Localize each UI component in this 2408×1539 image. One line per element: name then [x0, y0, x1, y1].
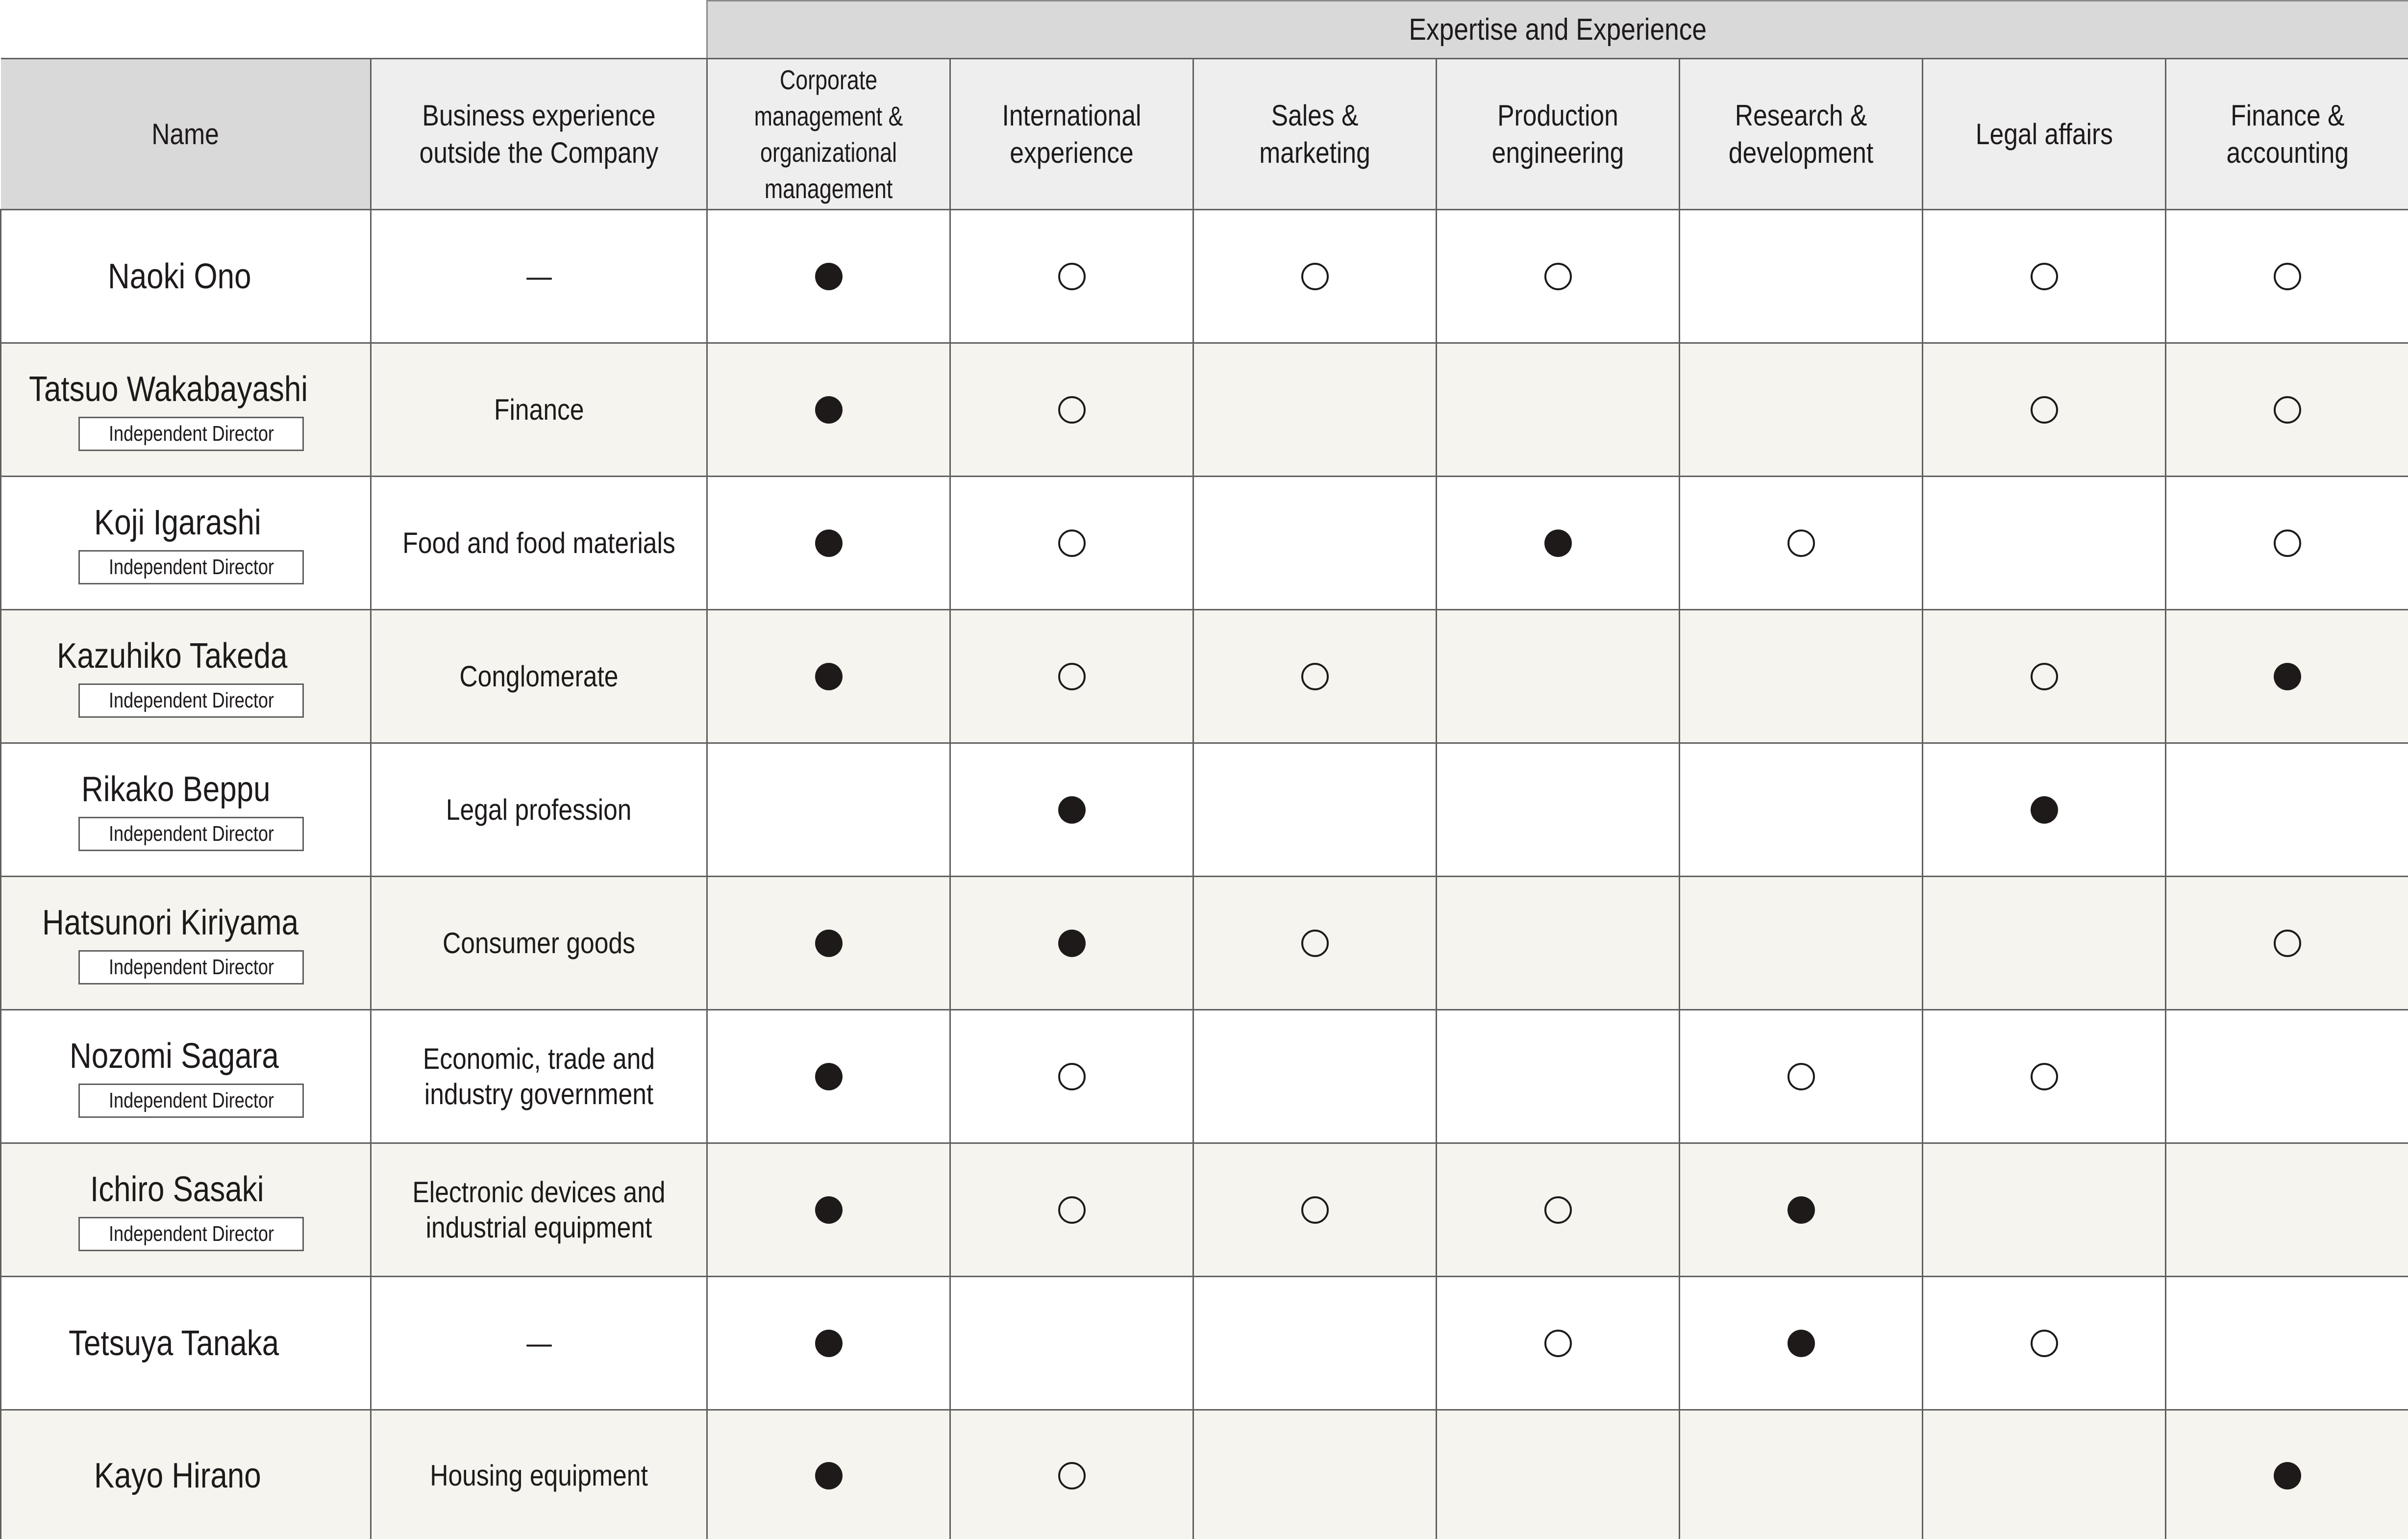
table-row	[1, 210, 2408, 343]
director-name: Naoki Ono	[107, 256, 251, 296]
table-row	[1, 1010, 2408, 1143]
skill-cell-corporate	[707, 343, 950, 477]
filled-circle-icon	[815, 663, 843, 690]
independent-director-badge: Independent Director	[78, 417, 304, 451]
business-experience-cell	[371, 477, 707, 610]
table-row	[1, 610, 2408, 743]
skill-cell-legal	[1923, 610, 2166, 743]
hollow-circle-icon	[1058, 530, 1086, 557]
filled-circle-icon	[1787, 1196, 1815, 1224]
hollow-circle-icon	[2031, 1330, 2058, 1357]
skill-cell-production	[1437, 1410, 1680, 1539]
business-experience: —	[526, 1326, 552, 1360]
director-name-cell	[1, 877, 371, 1010]
skill-cell-corporate	[707, 1410, 950, 1539]
filled-circle-icon	[815, 930, 843, 957]
table-row	[1, 1410, 2408, 1539]
skill-cell-research	[1680, 610, 1923, 743]
director-name: Tetsuya Tanaka	[69, 1323, 279, 1363]
table-row	[1, 743, 2408, 877]
skill-cell-research	[1680, 1410, 1923, 1539]
skill-cell-corporate	[707, 743, 950, 877]
skill-cell-production	[1437, 477, 1680, 610]
hollow-circle-icon	[2274, 930, 2301, 957]
business-experience-cell	[371, 743, 707, 877]
skill-cell-legal	[1923, 1277, 2166, 1410]
skills-matrix-table	[0, 58, 2408, 1539]
director-name: Koji Igarashi	[94, 503, 261, 542]
skill-cell-production	[1437, 743, 1680, 877]
director-name-cell	[1, 1277, 371, 1410]
filled-circle-icon	[815, 1196, 843, 1224]
hollow-circle-icon	[1787, 530, 1815, 557]
skill-cell-finance	[2166, 210, 2408, 343]
skill-cell-production	[1437, 1143, 1680, 1277]
column-header-business: Business experience outside the Company	[371, 59, 707, 210]
skill-cell-production	[1437, 877, 1680, 1010]
director-name-cell	[1, 610, 371, 743]
skill-cell-sales	[1193, 1410, 1437, 1539]
table-row	[1, 877, 2408, 1010]
skill-cell-sales	[1193, 343, 1437, 477]
filled-circle-icon	[1787, 1330, 1815, 1357]
column-header-sales: Sales & marketing	[1193, 59, 1437, 210]
director-name-cell	[1, 477, 371, 610]
skill-cell-production	[1437, 343, 1680, 477]
hollow-circle-icon	[1301, 1196, 1329, 1224]
hollow-circle-icon	[1058, 1462, 1086, 1489]
skill-cell-legal	[1923, 210, 2166, 343]
skill-cell-international	[950, 1410, 1193, 1539]
business-experience-cell	[371, 1410, 707, 1539]
director-name-cell	[1, 210, 371, 343]
filled-circle-icon	[815, 1330, 843, 1357]
hollow-circle-icon	[1058, 263, 1086, 290]
director-name: Hatsunori Kiriyama	[42, 903, 298, 942]
skill-cell-finance	[2166, 1143, 2408, 1277]
skill-cell-international	[950, 877, 1193, 1010]
skill-cell-corporate	[707, 210, 950, 343]
skill-cell-finance	[2166, 343, 2408, 477]
business-experience-cell	[371, 1010, 707, 1143]
business-experience-cell	[371, 1277, 707, 1410]
filled-circle-icon	[815, 263, 843, 290]
hollow-circle-icon	[1301, 263, 1329, 290]
skill-cell-finance	[2166, 877, 2408, 1010]
skill-cell-production	[1437, 610, 1680, 743]
skill-cell-finance	[2166, 1010, 2408, 1143]
skill-cell-international	[950, 1277, 1193, 1410]
skill-cell-sales	[1193, 877, 1437, 1010]
skill-cell-legal	[1923, 1410, 2166, 1539]
director-name-cell	[1, 743, 371, 877]
hollow-circle-icon	[2031, 396, 2058, 424]
filled-circle-icon	[1058, 796, 1086, 824]
skill-cell-legal	[1923, 1143, 2166, 1277]
independent-director-badge: Independent Director	[78, 683, 304, 718]
skill-cell-production	[1437, 210, 1680, 343]
director-name-cell	[1, 343, 371, 477]
skill-cell-sales	[1193, 1010, 1437, 1143]
filled-circle-icon	[2274, 663, 2301, 690]
hollow-circle-icon	[1787, 1063, 1815, 1090]
skill-cell-international	[950, 743, 1193, 877]
filled-circle-icon	[815, 1462, 843, 1489]
column-header-name: Name	[1, 59, 371, 210]
business-experience-cell	[371, 343, 707, 477]
skill-cell-international	[950, 210, 1193, 343]
skill-cell-corporate	[707, 1277, 950, 1410]
business-experience: Consumer goods	[443, 926, 635, 959]
table-row	[1, 343, 2408, 477]
business-experience: Legal profession	[446, 793, 632, 826]
skill-cell-international	[950, 610, 1193, 743]
skill-cell-legal	[1923, 877, 2166, 1010]
table-row	[1, 477, 2408, 610]
hollow-circle-icon	[2274, 396, 2301, 424]
director-name-cell	[1, 1010, 371, 1143]
header-row	[1, 59, 2408, 210]
independent-director-badge: Independent Director	[78, 950, 304, 984]
business-experience-cell	[371, 610, 707, 743]
skill-cell-research	[1680, 743, 1923, 877]
skill-cell-production	[1437, 1010, 1680, 1143]
skill-cell-finance	[2166, 1277, 2408, 1410]
business-experience-cell	[371, 1143, 707, 1277]
business-experience: —	[526, 259, 552, 293]
business-experience: Food and food materials	[402, 526, 675, 559]
hollow-circle-icon	[1058, 663, 1086, 690]
expertise-group-header	[706, 0, 2408, 58]
skill-cell-corporate	[707, 1010, 950, 1143]
skill-cell-legal	[1923, 343, 2166, 477]
skill-cell-sales	[1193, 743, 1437, 877]
skill-cell-international	[950, 343, 1193, 477]
skill-cell-sales	[1193, 1143, 1437, 1277]
skill-cell-legal	[1923, 477, 2166, 610]
business-experience-cell	[371, 877, 707, 1010]
skill-cell-finance	[2166, 1410, 2408, 1539]
skill-cell-sales	[1193, 1277, 1437, 1410]
filled-circle-icon	[815, 1063, 843, 1090]
independent-director-badge: Independent Director	[78, 1217, 304, 1251]
hollow-circle-icon	[1058, 1196, 1086, 1224]
table-row	[1, 1277, 2408, 1410]
skill-cell-research	[1680, 1143, 1923, 1277]
column-header-production: Production engineering	[1437, 59, 1680, 210]
business-experience-cell	[371, 210, 707, 343]
director-name: Ichiro Sasaki	[90, 1169, 264, 1209]
table-row	[1, 1143, 2408, 1277]
skill-cell-research	[1680, 343, 1923, 477]
hollow-circle-icon	[1544, 1330, 1572, 1357]
column-header-corporate: Corporate management & organizational management	[707, 59, 950, 210]
hollow-circle-icon	[1301, 663, 1329, 690]
business-experience: Housing equipment	[430, 1459, 648, 1492]
skill-cell-corporate	[707, 1143, 950, 1277]
skill-cell-sales	[1193, 210, 1437, 343]
hollow-circle-icon	[1544, 1196, 1572, 1224]
skill-cell-finance	[2166, 743, 2408, 877]
filled-circle-icon	[815, 530, 843, 557]
independent-director-badge: Independent Director	[78, 550, 304, 584]
business-experience: Finance	[494, 393, 584, 426]
independent-director-badge: Independent Director	[78, 817, 304, 851]
hollow-circle-icon	[2274, 530, 2301, 557]
skill-cell-finance	[2166, 610, 2408, 743]
skill-cell-corporate	[707, 477, 950, 610]
skill-cell-corporate	[707, 877, 950, 1010]
director-name: Kazuhiko Takeda	[57, 636, 288, 676]
skill-cell-legal	[1923, 1010, 2166, 1143]
director-name: Kayo Hirano	[94, 1456, 261, 1495]
hollow-circle-icon	[2274, 263, 2301, 290]
filled-circle-icon	[1544, 530, 1572, 557]
director-name: Nozomi Sagara	[69, 1036, 279, 1076]
column-header-international: International experience	[950, 59, 1193, 210]
skill-cell-research	[1680, 477, 1923, 610]
skill-cell-research	[1680, 1277, 1923, 1410]
hollow-circle-icon	[1301, 930, 1329, 957]
director-name-cell	[1, 1143, 371, 1277]
director-name: Rikako Beppu	[81, 769, 271, 809]
director-name-cell	[1, 1410, 371, 1539]
skill-cell-international	[950, 477, 1193, 610]
column-header-research: Research & development	[1680, 59, 1923, 210]
skill-cell-sales	[1193, 610, 1437, 743]
skill-cell-corporate	[707, 610, 950, 743]
hollow-circle-icon	[1544, 263, 1572, 290]
hollow-circle-icon	[2031, 663, 2058, 690]
business-experience: Electronic devices and industrial equipment	[412, 1175, 666, 1244]
business-experience: Economic, trade and industry government	[422, 1042, 655, 1110]
skill-cell-international	[950, 1143, 1193, 1277]
matrix-body	[1, 210, 2408, 1539]
skill-cell-research	[1680, 1010, 1923, 1143]
hollow-circle-icon	[2031, 1063, 2058, 1090]
filled-circle-icon	[1058, 930, 1086, 957]
hollow-circle-icon	[1058, 396, 1086, 424]
hollow-circle-icon	[2031, 263, 2058, 290]
director-name: Tatsuo Wakabayashi	[29, 369, 308, 409]
business-experience: Conglomerate	[459, 659, 619, 693]
skill-cell-research	[1680, 210, 1923, 343]
independent-director-badge: Independent Director	[78, 1084, 304, 1118]
filled-circle-icon	[815, 396, 843, 424]
skill-cell-international	[950, 1010, 1193, 1143]
skill-cell-research	[1680, 877, 1923, 1010]
skill-cell-sales	[1193, 477, 1437, 610]
skill-cell-legal	[1923, 743, 2166, 877]
column-header-finance: Finance & accounting	[2166, 59, 2408, 210]
hollow-circle-icon	[1058, 1063, 1086, 1090]
filled-circle-icon	[2274, 1462, 2301, 1489]
skill-cell-finance	[2166, 477, 2408, 610]
skill-cell-production	[1437, 1277, 1680, 1410]
expertise-group-header-label: Expertise and Experience	[1409, 13, 1707, 47]
column-header-legal: Legal affairs	[1923, 59, 2166, 210]
filled-circle-icon	[2031, 796, 2058, 824]
